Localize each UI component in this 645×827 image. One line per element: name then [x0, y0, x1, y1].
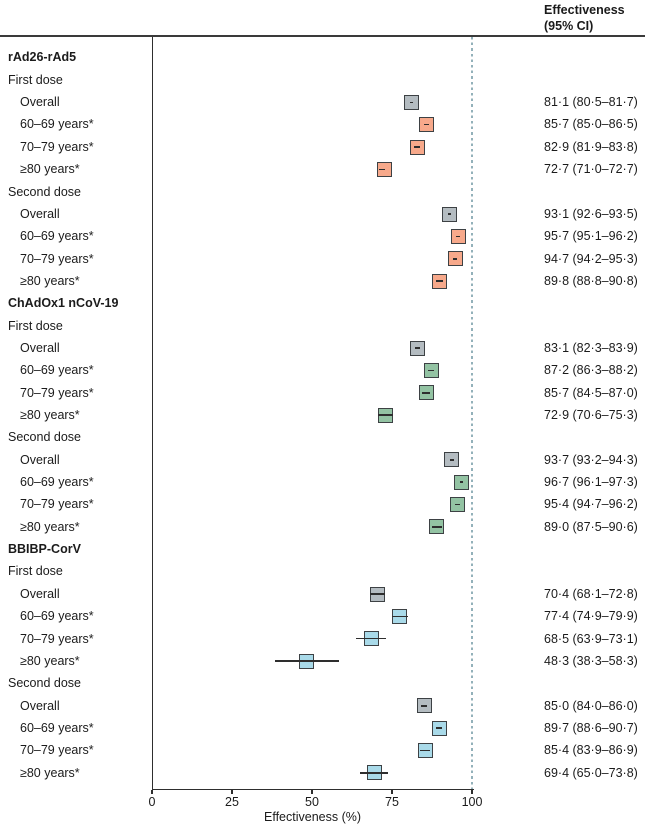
row-label: 70–79 years* — [20, 497, 94, 512]
row-label: Overall — [20, 206, 60, 221]
x-axis-title: Effectiveness (%) — [263, 810, 362, 824]
ci-whisker — [422, 392, 430, 394]
row-label: ≥80 years* — [20, 162, 80, 177]
row-label: ≥80 years* — [20, 408, 80, 422]
ci-value: 83·1 (82·3–83·9) — [544, 340, 638, 355]
ci-whisker — [448, 213, 451, 215]
row-label: 70–79 years* — [20, 743, 94, 758]
dose-header-label: First dose — [8, 564, 63, 579]
ci-value: 48·3 (38·3–58·3) — [544, 653, 638, 668]
row-label: ≥80 years* — [20, 273, 80, 288]
ci-whisker — [456, 236, 460, 238]
ci-whisker — [428, 370, 434, 372]
ci-whisker — [432, 526, 442, 528]
ci-value: 96·7 (96·1–97·3) — [544, 475, 638, 490]
dose-header-label: First dose — [8, 318, 63, 333]
row-label: ≥80 years* — [20, 653, 80, 668]
row-label: 70–79 years* — [20, 631, 94, 646]
ci-value: 93·7 (93·2–94·3) — [544, 452, 638, 467]
ci-whisker — [378, 414, 393, 416]
row-label: 70–79 years* — [20, 139, 94, 154]
row-label: 60–69 years* — [20, 229, 94, 244]
row-label: 60–69 years* — [20, 363, 94, 378]
ci-value: 72·9 (70·6–75·3) — [544, 408, 638, 422]
x-axis-tick — [231, 790, 232, 795]
row-label: 60–69 years* — [20, 609, 94, 624]
ci-whisker — [460, 481, 464, 483]
ci-value: 85·7 (85·0–86·5) — [544, 117, 638, 132]
row-label: ≥80 years* — [20, 519, 80, 534]
ci-value: 95·4 (94·7–96·2) — [544, 497, 638, 512]
x-axis-tick — [311, 790, 312, 795]
row-label: 60–69 years* — [20, 117, 94, 132]
column-header-line-1: Effectiveness — [544, 3, 625, 17]
dose-header-label: Second dose — [8, 676, 81, 691]
ci-value: 94·7 (94·2–95·3) — [544, 251, 638, 266]
ci-value: 69·4 (65·0–73·8) — [544, 765, 638, 780]
group-header-label: BBIBP-CorV — [8, 542, 81, 557]
ci-whisker — [421, 705, 427, 707]
ci-value: 93·1 (92·6–93·5) — [544, 206, 638, 221]
x-axis-tick-label: 75 — [385, 795, 399, 809]
row-label: Overall — [20, 586, 60, 601]
ci-value: 70·4 (68·1–72·8) — [544, 586, 638, 601]
y-axis-line — [152, 37, 153, 790]
ci-value: 89·8 (88·8–90·8) — [544, 273, 638, 288]
group-header-label: ChAdOx1 nCoV-19 — [8, 296, 119, 311]
dose-header-label: First dose — [8, 72, 63, 87]
ci-whisker — [410, 102, 414, 104]
ci-value: 82·9 (81·9–83·8) — [544, 139, 638, 154]
ci-value: 89·0 (87·5–90·6) — [544, 519, 638, 534]
ci-value: 85·0 (84·0–86·0) — [544, 698, 638, 713]
x-axis-tick-label: 100 — [461, 795, 483, 809]
row-label: Overall — [20, 698, 60, 713]
ci-value: 81·1 (80·5–81·7) — [544, 95, 638, 110]
x-axis-tick-label: 50 — [305, 795, 319, 809]
ci-whisker — [414, 146, 420, 148]
ci-value: 95·7 (95·1–96·2) — [544, 229, 638, 244]
ci-value: 72·7 (71·0–72·7) — [544, 162, 638, 177]
ci-value: 85·4 (83·9–86·9) — [544, 743, 638, 758]
reference-line — [471, 37, 473, 789]
row-label: 60–69 years* — [20, 720, 94, 735]
ci-value: 68·5 (63·9–73·1) — [544, 631, 638, 646]
ci-whisker — [420, 750, 430, 752]
group-header-label: rAd26-rAd5 — [8, 50, 77, 65]
x-axis-tick — [391, 790, 392, 795]
x-axis-tick-label: 0 — [148, 795, 156, 809]
dose-header-label: Second dose — [8, 184, 81, 199]
ci-whisker — [455, 504, 460, 506]
ci-whisker — [415, 347, 420, 349]
ci-whisker — [392, 616, 408, 618]
row-label: 70–79 years* — [20, 251, 94, 266]
ci-whisker — [360, 772, 388, 774]
ci-whisker — [356, 638, 385, 640]
x-axis-line — [152, 789, 474, 790]
row-label: Overall — [20, 340, 60, 355]
dose-header-label: Second dose — [8, 430, 81, 445]
ci-whisker — [370, 593, 385, 595]
row-label: Overall — [20, 95, 60, 110]
ci-whisker — [436, 727, 443, 729]
ci-whisker — [275, 660, 339, 662]
x-axis-tick — [471, 790, 472, 795]
ci-whisker — [450, 459, 454, 461]
column-header-line-2: (95% CI) — [544, 19, 594, 33]
row-label: 70–79 years* — [20, 385, 94, 400]
ci-value: 85·7 (84·5–87·0) — [544, 385, 638, 400]
ci-whisker — [453, 258, 457, 260]
ci-value: 89·7 (88·6–90·7) — [544, 720, 638, 735]
ci-whisker — [379, 169, 384, 171]
ci-value: 87·2 (86·3–88·2) — [544, 363, 638, 378]
x-axis-tick — [151, 790, 152, 795]
ci-whisker — [424, 124, 429, 126]
row-label: 60–69 years* — [20, 475, 94, 490]
x-axis-tick-label: 25 — [225, 795, 239, 809]
ci-whisker — [436, 280, 442, 282]
ci-value: 77·4 (74·9–79·9) — [544, 609, 638, 624]
row-label: ≥80 years* — [20, 765, 80, 780]
row-label: Overall — [20, 452, 60, 467]
